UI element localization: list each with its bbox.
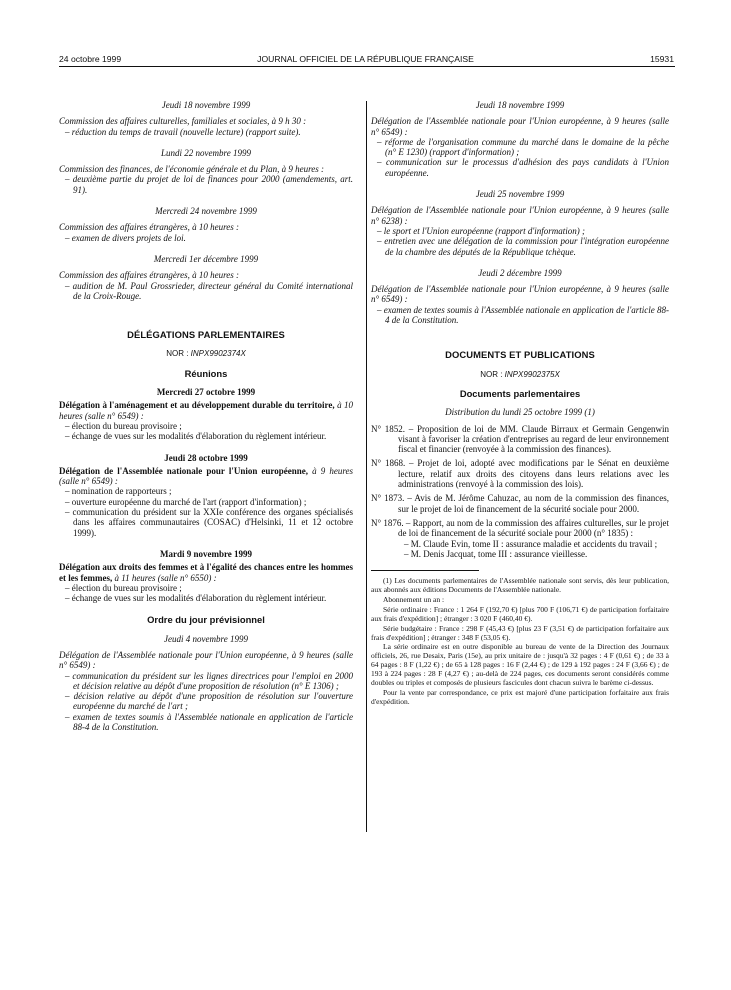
agenda-item: – examen de textes soumis à l'Assemblée nationale en application de l'article 88-4 de la Constitution.	[371, 305, 669, 326]
agenda-block	[59, 100, 353, 137]
agenda-items	[371, 305, 669, 326]
agenda-heading: Commission des affaires culturelles, familiales et sociales, à 9 h 30 :	[59, 116, 307, 127]
agenda-date: Lundi 22 novembre 1999	[161, 147, 251, 158]
section-title-delegations: DÉLÉGATIONS PARLEMENTAIRES	[127, 329, 285, 341]
nor-reference: NOR : INPX9902374X	[166, 349, 246, 359]
document-entry-item: – M. Denis Jacquat, tome III : assurance vieillesse.	[398, 549, 669, 559]
agenda-item: – décision relative au dépôt d'une proposition de résolution sur l'ouverture européenne du marché de l'art ;	[59, 691, 353, 712]
agenda-date: Jeudi 4 novembre 1999	[164, 633, 248, 644]
agenda-items	[59, 281, 353, 302]
agenda-items	[371, 226, 669, 257]
meeting-items	[59, 583, 353, 604]
agenda-block	[59, 254, 353, 301]
agenda-heading: Commission des affaires étrangères, à 10 heures :	[59, 222, 239, 233]
agenda-block	[371, 189, 669, 257]
agenda-date: Jeudi 2 décembre 1999	[478, 267, 562, 278]
agenda-item: – réforme de l'organisation commune du marché dans le domaine de la pêche (n° E 1230) (rapport d'information) ;	[371, 137, 669, 158]
meeting-item: – ouverture européenne du marché de l'art (rapport d'information) ;	[59, 497, 353, 507]
agenda-item: – deuxième partie du projet de loi de finances pour 2000 (amendements, art. 91).	[59, 174, 353, 195]
agenda-heading: Délégation de l'Assemblée nationale pour l'Union européenne, à 9 heures (salle n° 6549) :	[59, 649, 353, 671]
nor-reference: NOR : INPX9902375X	[480, 369, 560, 379]
agenda-date: Mercredi 1er décembre 1999	[153, 253, 259, 264]
agenda-items	[59, 127, 353, 137]
right-column	[371, 100, 669, 708]
subsection-title-reunions: Réunions	[184, 367, 228, 379]
agenda-items	[371, 137, 669, 178]
footnote-text: Série ordinaire : France : 1 264 F (192,70 €) [plus 700 F (106,71 €) de participation forfaitaire aux frais d'expédition] ; étranger : 3 020 F (460,40 €).	[371, 604, 669, 623]
meeting-item: – échange de vues sur les modalités d'élaboration du règlement intérieur.	[59, 593, 353, 603]
meeting-block	[59, 387, 353, 441]
meeting-item: – élection du bureau provisoire ;	[59, 421, 353, 431]
document-entry: N° 1852. – Proposition de loi de MM. Claude Birraux et Germain Gengenwin visant à favoriser la création d'entreprises au regard de leur environnement fiscal et financier (renvoyée à la commission des finances).	[371, 423, 669, 455]
meeting-heading: Délégation aux droits des femmes et à l'égalité des chances entre les hommes et les femmes, à 11 heures (salle n° 6550) :	[59, 562, 353, 583]
meeting-heading: Délégation à l'aménagement et au développement durable du territoire, à 10 heures (salle n° 6549) :	[59, 400, 354, 421]
agenda-date: Jeudi 18 novembre 1999	[475, 100, 565, 110]
agenda-items	[59, 671, 353, 733]
document-entry-items	[371, 539, 669, 560]
footnote-text: Abonnement un an :	[383, 594, 445, 604]
meeting-item: – élection du bureau provisoire ;	[59, 583, 353, 593]
header-date: 24 octobre 1999	[59, 54, 122, 64]
meeting-item: – échange de vues sur les modalités d'élaboration du règlement intérieur.	[59, 431, 353, 441]
distribution-date: Distribution du lundi 25 octobre 1999 (1)	[445, 407, 595, 418]
meeting-date: Mardi 9 novembre 1999	[159, 548, 253, 559]
document-entry: N° 1868. – Projet de loi, adopté avec modifications par le Sénat en deuxième lecture, relatif aux droits des citoyens dans leurs relations avec les administrations (renvoyé à la commission des lois).	[371, 458, 669, 490]
meeting-items	[59, 421, 353, 442]
document-entry	[371, 518, 669, 559]
agenda-heading: Délégation de l'Assemblée nationale pour l'Union européenne, à 9 heures (salle n° 6549) :	[371, 116, 669, 137]
agenda-block	[59, 634, 353, 733]
agenda-block	[59, 206, 353, 243]
agenda-items	[59, 233, 353, 243]
agenda-item: – communication sur le processus d'adhésion des pays candidats à l'Union européenne.	[371, 157, 669, 178]
footnote-text: La série ordinaire est en outre disponible au bureau de vente de la Direction des Journaux officiels, 26, rue Desaix, Paris (15e), au prix unitaire de : jusqu'à 32 pages : 4 F (0,61 €) ; de 33 à 64 pages : 8 F (1,22 €) ; de 65 à 128 pages : 16 F (2,44 €) ; de 129 à 192 pages : 24 F (3,66 €) ; de 193 à 224 pages : 28 F (4,27 €) ; au-delà de 224 pages, ces documents seront considérés comme doubles ou triples et composés de plusieurs fascicules dont chacun suivra le barème ci-dessus.	[371, 642, 669, 688]
meeting-block	[59, 453, 353, 538]
header-page-number: 15931	[650, 54, 674, 64]
agenda-item: – audition de M. Paul Grossrieder, directeur général du Comité international de la Croix-Rouge.	[59, 281, 353, 302]
agenda-date: Mercredi 24 novembre 1999	[155, 206, 257, 217]
footnote-text: (1) Les documents parlementaires de l'Assemblée nationale sont servis, dès leur publication, aux abonnés aux éditions Documents de l'Assemblée nationale.	[371, 576, 669, 594]
agenda-item: – réduction du temps de travail (nouvelle lecture) (rapport suite).	[59, 127, 353, 137]
meeting-date: Jeudi 28 octobre 1999	[164, 452, 248, 463]
header-rule	[59, 66, 675, 67]
subsection-title-documents-parlementaires: Documents parlementaires	[459, 387, 581, 399]
agenda-heading: Commission des affaires étrangères, à 10 heures :	[59, 270, 239, 281]
meeting-items	[59, 486, 353, 537]
subsection-title-ordre: Ordre du jour prévisionnel	[147, 614, 265, 626]
footnote-rule	[371, 570, 479, 571]
agenda-date: Jeudi 25 novembre 1999	[475, 189, 565, 200]
footnote-text: Série budgétaire : France : 298 F (45,43 €) [plus 23 F (3,51 €) de participation forfaitaire aux frais d'expédition] ; étranger : 348 F (53,05 €).	[371, 623, 669, 642]
agenda-item: – entretien avec une délégation de la commission pour l'intégration européenne de la chambre des députés de la République tchèque.	[371, 236, 669, 257]
meeting-date: Mercredi 27 octobre 1999	[156, 387, 256, 398]
agenda-heading: Délégation de l'Assemblée nationale pour l'Union européenne, à 9 heures (salle n° 6549) :	[371, 284, 669, 305]
agenda-item: – examen de divers projets de loi.	[59, 233, 353, 243]
meeting-item: – communication du président sur la XXIe conférence des organes spécialisés dans les affaires communautaires (COSAC) d'Helsinki, 11 et 12 octobre 1999).	[59, 507, 353, 538]
agenda-item: – communication du président sur les lignes directrices pour l'emploi en 2000 et décision relative au dépôt d'une proposition de résolution (n° E 1306) ;	[59, 671, 353, 692]
agenda-date: Jeudi 18 novembre 1999	[161, 100, 251, 110]
meeting-heading: Délégation de l'Assemblée nationale pour l'Union européenne, à 9 heures (salle n° 6549) :	[59, 465, 353, 487]
document-entry: N° 1873. – Avis de M. Jérôme Cahuzac, au nom de la commission des finances, sur le projet de loi de financement de la sécurité sociale pour 2000.	[371, 493, 669, 514]
agenda-heading: Commission des finances, de l'économie générale et du Plan, à 9 heures :	[59, 164, 325, 175]
section-title-documents: DOCUMENTS ET PUBLICATIONS	[445, 349, 595, 361]
document-entry-text: N° 1876. – Rapport, au nom de la commission des affaires culturelles, sur le projet de loi de financement de la sécurité sociale pour 2000 (n° 1835) :	[371, 517, 669, 539]
meeting-item: – nomination de rapporteurs ;	[59, 486, 353, 496]
agenda-items	[59, 174, 353, 195]
agenda-heading: Délégation de l'Assemblée nationale pour l'Union européenne, à 9 heures (salle n° 6238) :	[371, 205, 669, 226]
document-entry-item: – M. Claude Evin, tome II : assurance maladie et accidents du travail ;	[398, 539, 669, 549]
agenda-item: – le sport et l'Union européenne (rapport d'information) ;	[371, 226, 669, 236]
agenda-item: – examen de textes soumis à l'Assemblée nationale en application de l'article 88-4 de la Constitution.	[59, 712, 353, 733]
header-journal-title: JOURNAL OFFICIEL DE LA RÉPUBLIQUE FRANÇAISE	[257, 54, 474, 64]
meeting-block	[59, 549, 353, 603]
agenda-block	[59, 148, 353, 195]
agenda-block	[371, 268, 669, 325]
column-divider	[366, 101, 367, 832]
footnote-text: Pour la vente par correspondance, ce prix est majoré d'une participation forfaitaire aux frais d'expédition.	[371, 687, 669, 706]
agenda-block	[371, 100, 669, 178]
left-column	[59, 100, 353, 743]
